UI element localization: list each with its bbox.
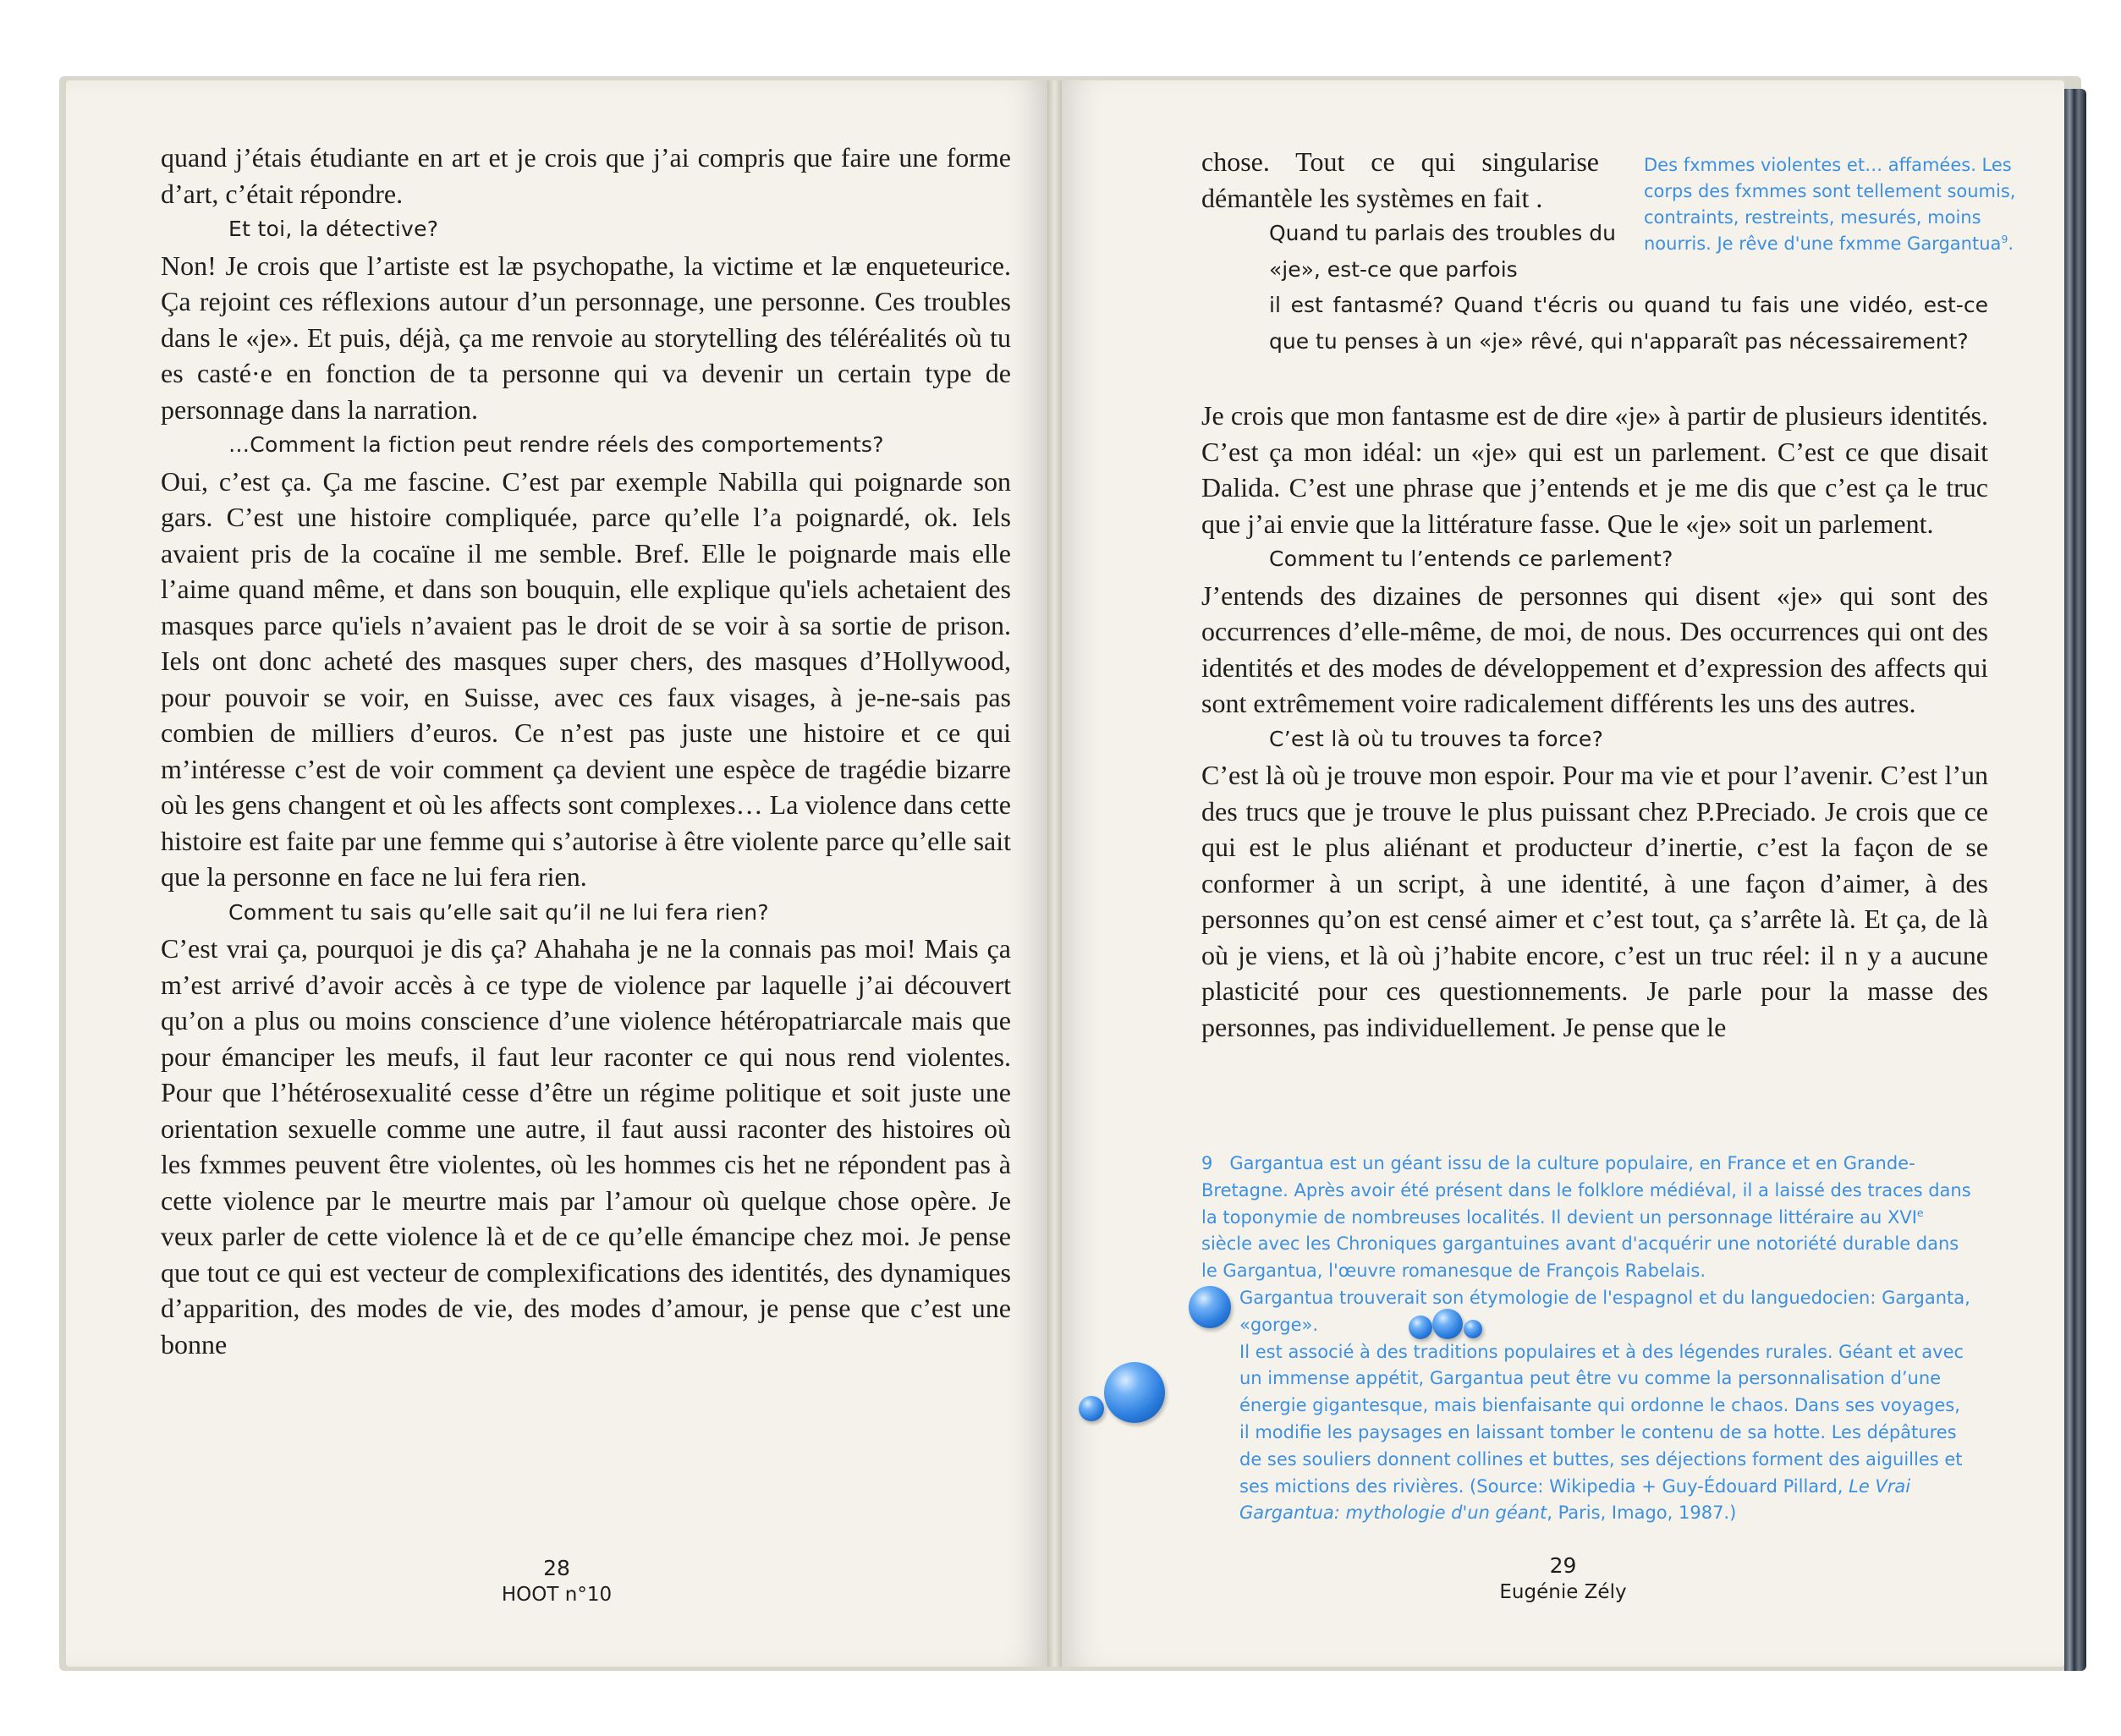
footnote (1201, 1151, 1975, 1527)
blue-sphere-decoration (1079, 1396, 1104, 1421)
left-page-number: 28 (543, 1556, 570, 1580)
footnote-number: 9 (1201, 1153, 1213, 1173)
right-top-paragraph: chose. Tout ce qui singularise démantèle les systèmes en fait . (1201, 146, 1599, 213)
footnote-p3: Il est associé à des traditions populaires et à des légendes rurales. Géant et avec un immense appétit, Gargantua peut être vu comme la personnalisation d’une énergie gigantesque, mais bienfaisante qui ordonne le chaos. Dans ses voyages, il modifie les paysages en laissant tomber le contenu de sa hotte. Les dépâtures de ses souliers donnent collines et buttes, ses déjections forment des aiguilles et ses mictions des rivières. (Source: Wikipedia + Guy-Édouard Pillard, (1239, 1341, 1964, 1497)
footnote-paragraph-3 (1201, 1339, 1975, 1528)
footnote-paragraph-2: Gargantua trouverait son étymologie de l'espagnol et du languedocien: Garganta, «gorge». (1239, 1287, 1970, 1335)
sidenote-period: . (2008, 233, 2014, 254)
right-question-1-rest: il est fantasmé? Quand t'écris ou quand tu fais une vidéo, est-ce que tu penses à un «je» rêvé, qui n'apparaît pas nécessairement? (1269, 293, 1988, 354)
right-folio (1062, 1552, 2064, 1605)
sidenote-text: Des fxmmes violentes et… affamées. Les corps des fxmmes sont tellement soumis, contraints, restreints, mesurés, moins nourris. Je rêve d'une fxmme Gargantua (1644, 155, 2016, 254)
left-folio (66, 1555, 1047, 1607)
gutter (1047, 80, 1062, 1667)
left-paragraph-3: Oui, c’est ça. Ça me fascine. C’est par exemple Nabilla qui poignarde son gars. C’est une histoire compliquée, parce qu’elle l’a poignardé, ok. Iels avaient pris de la cocaïne il me semble. Bref. Elle le poignarde mais elle l’aime quand même, et dans son bouquin, elle explique qu'iels achetaient des masques parce qu'iels n’avaient pas le droit de se voir à sa sortie de prison. Iels ont donc acheté des masques super chers, des masques d’Hollywood, pour pouvoir se voir, en Suisse, avec ces faux visages, à je-ne-sais pas combien de milliers d’euros. Ce n’est pas juste une histoire et ce qui m’intéresse c’est de voir comment ça devient une espèce de tragédie bizarre où les gens changent et où les affects sont complexes… La violence dans cette histoire est faite par une femme qui s’autorise à être violente parce qu’elle sait que la personne en face ne lui fera rien. (161, 465, 1011, 892)
left-body (161, 140, 1011, 1362)
blue-sphere-decoration (1464, 1320, 1482, 1338)
right-paragraph-2: J’entends des dizaines de personnes qui disent «je» qui sont des occurrences d’elle-même, de moi, de nous. Des occurrences qui ont des identités et des modes de développement et d’expression des affects qui sont extrêmement voire radicalement différents les uns des autres. (1201, 580, 1988, 718)
footnote-p3-end: , Paris, Imago, 1987.) (1547, 1503, 1737, 1524)
left-page (66, 80, 1047, 1667)
right-page-number: 29 (1549, 1553, 1577, 1578)
right-running-title: Eugénie Zély (1499, 1581, 1627, 1603)
blue-sphere-decoration (1189, 1286, 1231, 1328)
left-question-1: Et toi, la détective? (228, 217, 439, 241)
right-page (1062, 80, 2064, 1667)
left-running-title: HOOT n°10 (501, 1584, 613, 1606)
right-paragraph-1: Je crois que mon fantasme est de dire «je» à partir de plusieurs identités. C’est ça mon idéal: un «je» qui est un parlement. C’est ce que disait Dalida. C’est une phrase que j’entends et je me dis que c’est ça le truc que j’ai envie que la littérature fasse. Que le «je» soit un parlement. (1201, 400, 1988, 539)
footnote-book-title: Le Vrai Gargantua: mythologie d'un géant (1239, 1475, 1911, 1524)
blue-sphere-decoration (1409, 1316, 1432, 1339)
left-paragraph-1: quand j’étais étudiante en art et je crois que j’ai compris que faire une forme d’art, c’était répondre. (161, 142, 1011, 209)
right-question-3: C’est là où tu trouves ta force? (1269, 726, 1604, 751)
right-question-2: Comment tu l’entends ce parlement? (1269, 547, 1673, 571)
blue-sphere-decoration (1104, 1362, 1165, 1423)
right-question-1-start: Quand tu parlais des troubles du «je», est-ce que parfois (1269, 221, 1616, 282)
right-paragraph-3: C’est là où je trouve mon espoir. Pour ma vie et pour l’avenir. C’est l’un des trucs que je trouve le plus puissant chez P.Preciado. Je crois que ce qui est le plus aliénant et producteur d’inertie, c’est la façon de se conformer à un script, à une identité, à une façon d’aimer, à des personnes qu’on est censé aimer et c’est tout, ça s’arrête là. Et ça, de là où je viens, et là où j’habite encore, c’est un truc réel: il n y a aucune plasticité pour ces questionnements. Je parle pour la masse des personnes, pas individuellement. Je pense que le (1201, 760, 1988, 1042)
sidenote-ref: 9 (2001, 233, 2008, 245)
left-question-3: Comment tu sais qu’elle sait qu’il ne lui fera rien? (228, 899, 769, 925)
left-paragraph-4: C’est vrai ça, pourquoi je dis ça? Ahahaha je ne la connais pas moi! Mais ça m’est arrivé d’avoir accès à ce type de violence par laquelle j’ai découvert qu’on a plus ou moins conscience d’une violence hétéropatriarcale mais que pour émanciper les meufs, il faut leur raconter ce qui nous rend violentes. Pour que l’hétérosexualité cesse d’être un régime politique et soit juste une orientation sexuelle comme une autre, il faut aussi raconter des histoires où les fxmmes peuvent être violentes, où les hommes cis het ne répondent pas à cette violence par le meurtre mais par l’amour où quelque chose opère. Je veux parler de cette violence là et de ce qu’elle émancipe chez moi. Je pense que tout ce qui est vecteur de complexifications des identités, des dynamiques d’apparition, des modes de vie, des modes d’amour, je pense que c’est une bonne (161, 933, 1011, 1360)
sidenote (1644, 152, 2041, 257)
footnote-p1-end: siècle avec les Chroniques gargantuines avant d'acquérir une notoriété durable dans le Gargantua, l'œuvre romanesque de François Rabelais. (1201, 1233, 1959, 1282)
left-paragraph-2: Non! Je crois que l’artiste est læ psychopathe, la victime et læ enqueteurice. Ça rejoint ces réflexions autour d’un personnage, une personne. Ces troubles dans le «je». Et puis, déjà, ça me renvoie au storytelling des téléréalités où tu es casté·e en fonction de ta personne qui va devenir un certain type de personnage dans la narration. (161, 250, 1011, 425)
right-top-text (1201, 144, 1599, 216)
right-body (1201, 398, 1988, 1045)
footnote-p1-sup: e (1916, 1206, 1924, 1219)
left-question-2: …Comment la fiction peut rendre réels des comportements? (228, 432, 884, 457)
book-page-edges (2064, 89, 2086, 1671)
footnote-p1: Gargantua est un géant issu de la culture populaire, en France et en Grande-Bretagne. Après avoir été présent dans le folklore médiéval, il a laissé des traces dans la toponymie de nombreuses localités. Il devient un personnage littéraire au XVI (1201, 1153, 1971, 1228)
blue-sphere-decoration (1432, 1309, 1463, 1339)
footnote-paragraph-1 (1201, 1151, 1975, 1285)
